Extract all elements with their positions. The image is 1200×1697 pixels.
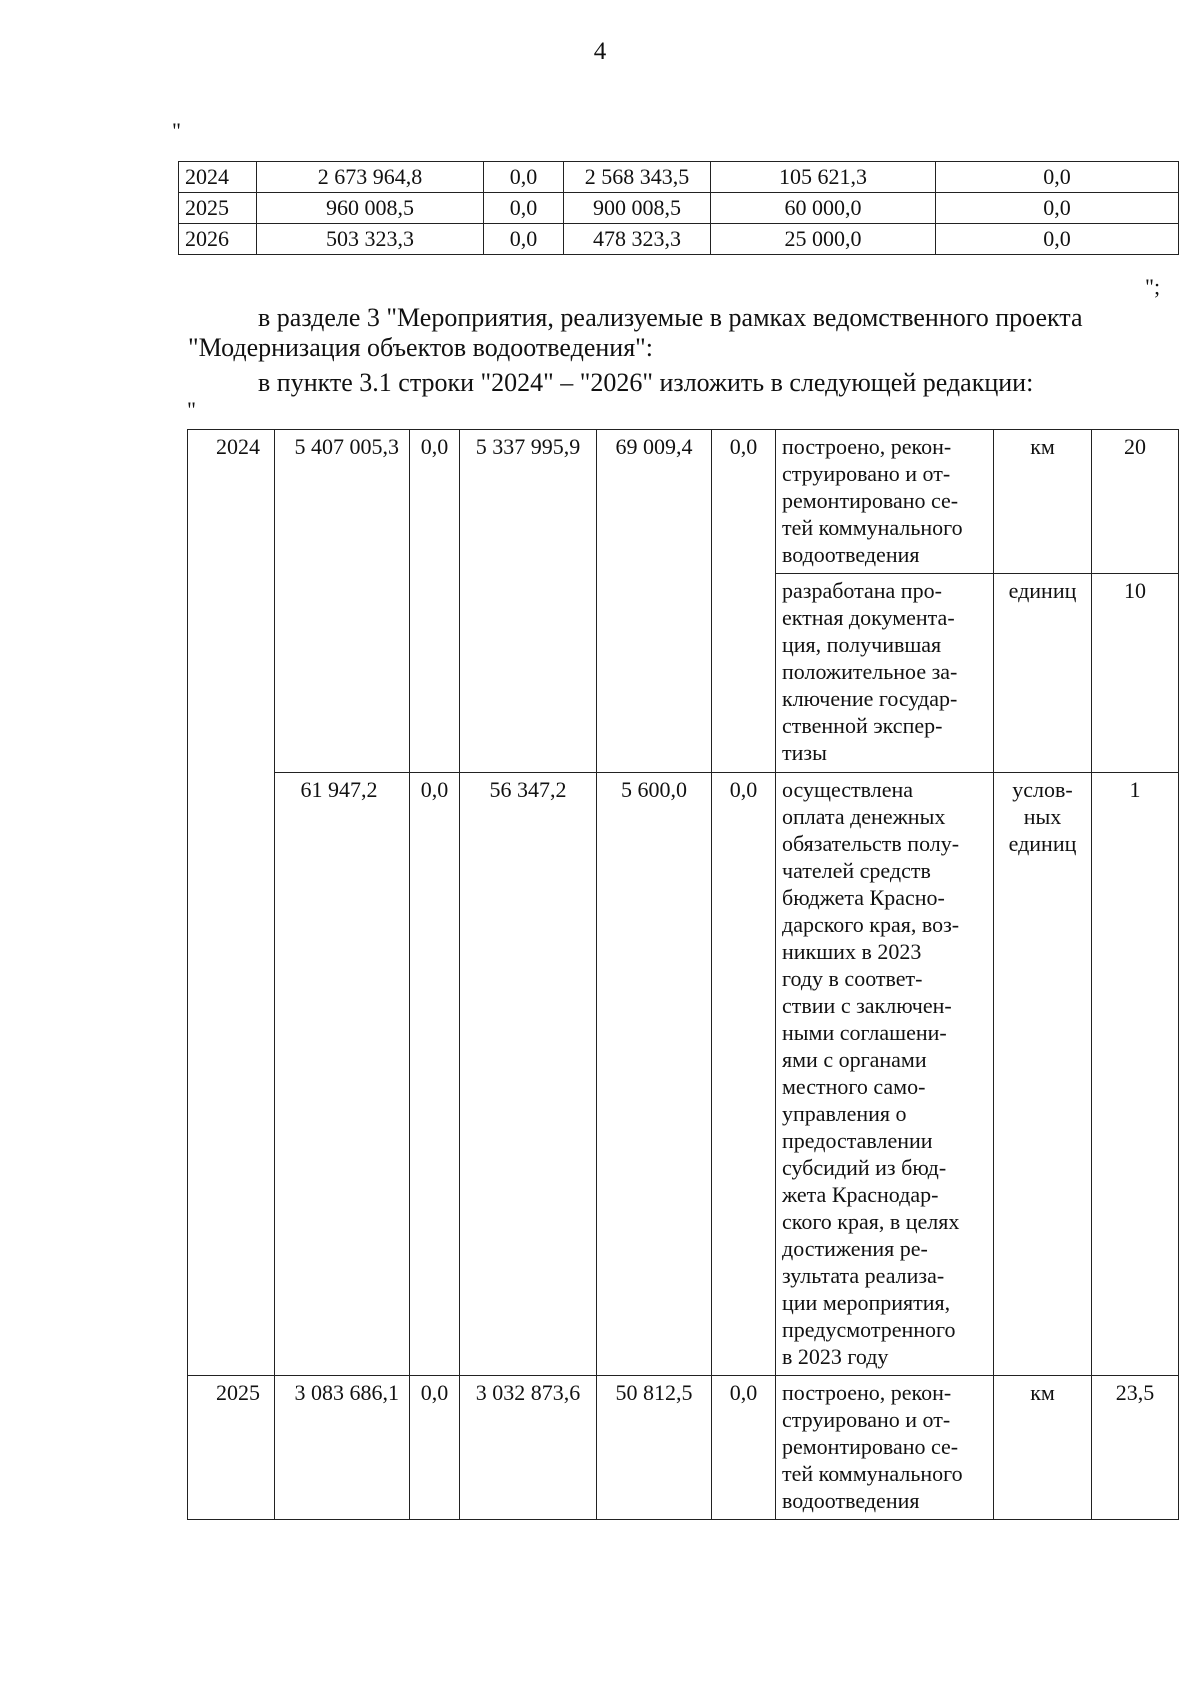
result-description: осуществлена оплата денежных обязательств полу- чателей средств бюджета Красно- дарского края, воз- никших в 2023 году в соответ- ствии с заключен- ными соглашени- ями с органами местного само- управления о предоставлении субсидий из бюд- жета Краснодар- ского края, в целях достижения ре- зультата реализа- ции мероприятия, предусмотренного в 2023 году xyxy=(776,773,994,1376)
total-cell: 5 407 005,3 xyxy=(275,430,410,773)
value-cell: 900 008,5 xyxy=(564,193,711,224)
table-row xyxy=(179,162,1179,193)
target-value-cell: 20 xyxy=(1092,430,1179,574)
total-cell: 61 947,2 xyxy=(275,773,410,1376)
closing-quote: "; xyxy=(1145,274,1161,299)
value-cell: 0,0 xyxy=(410,1376,460,1520)
value-cell: 5 600,0 xyxy=(597,773,712,1376)
value-cell: 69 009,4 xyxy=(597,430,712,773)
page-number: 4 xyxy=(593,38,607,65)
total-cell: 3 083 686,1 xyxy=(275,1376,410,1520)
table-row xyxy=(179,224,1179,255)
unit-cell: услов- ных единиц xyxy=(994,773,1092,1376)
unit-cell: единиц xyxy=(994,574,1092,773)
value-cell: 0,0 xyxy=(712,1376,776,1520)
value-cell: 0,0 xyxy=(484,224,564,255)
table-row xyxy=(188,430,1179,574)
value-cell: 105 621,3 xyxy=(711,162,936,193)
target-value-cell: 23,5 xyxy=(1092,1376,1179,1520)
table-row xyxy=(188,1376,1179,1520)
result-description: построено, рекон- струировано и от- ремонтировано се- тей коммунального водоотведения xyxy=(776,430,994,574)
value-cell: 0,0 xyxy=(712,773,776,1376)
total-cell: 2 673 964,8 xyxy=(257,162,484,193)
value-cell: 478 323,3 xyxy=(564,224,711,255)
value-cell: 0,0 xyxy=(936,193,1179,224)
table-row xyxy=(179,193,1179,224)
value-cell: 0,0 xyxy=(410,773,460,1376)
total-cell: 503 323,3 xyxy=(257,224,484,255)
value-cell: 2 568 343,5 xyxy=(564,162,711,193)
year-cell: 2025 xyxy=(188,1376,275,1520)
year-cell: 2024 xyxy=(188,430,275,1376)
opening-quote-1: " xyxy=(172,118,181,143)
value-cell: 3 032 873,6 xyxy=(460,1376,597,1520)
value-cell: 25 000,0 xyxy=(711,224,936,255)
value-cell: 5 337 995,9 xyxy=(460,430,597,773)
unit-cell: км xyxy=(994,430,1092,574)
paragraph-section3-line1: в разделе 3 "Мероприятия, реализуемые в рамках ведомственного проекта xyxy=(258,303,1083,332)
year-cell: 2024 xyxy=(179,162,257,193)
financing-table xyxy=(178,161,1179,255)
table-row xyxy=(188,773,1179,1376)
value-cell: 0,0 xyxy=(484,193,564,224)
target-value-cell: 1 xyxy=(1092,773,1179,1376)
value-cell: 0,0 xyxy=(936,162,1179,193)
value-cell: 0,0 xyxy=(936,224,1179,255)
value-cell: 56 347,2 xyxy=(460,773,597,1376)
result-description: разработана про- ектная документа- ция, получившая положительное за- ключение государ- ственной экспер- тизы xyxy=(776,574,994,773)
paragraph-point31: в пункте 3.1 строки "2024" – "2026" изложить в следующей редакции: xyxy=(258,368,1034,397)
result-description: построено, рекон- струировано и от- ремонтировано се- тей коммунального водоотведения xyxy=(776,1376,994,1520)
opening-quote-2: " xyxy=(187,397,196,422)
year-cell: 2025 xyxy=(179,193,257,224)
value-cell: 0,0 xyxy=(712,430,776,773)
value-cell: 60 000,0 xyxy=(711,193,936,224)
total-cell: 960 008,5 xyxy=(257,193,484,224)
year-cell: 2026 xyxy=(179,224,257,255)
target-value-cell: 10 xyxy=(1092,574,1179,773)
value-cell: 0,0 xyxy=(410,430,460,773)
unit-cell: км xyxy=(994,1376,1092,1520)
paragraph-section3-line2: "Модернизация объектов водоотведения": xyxy=(188,333,653,362)
value-cell: 50 812,5 xyxy=(597,1376,712,1520)
measures-table xyxy=(187,429,1179,1520)
value-cell: 0,0 xyxy=(484,162,564,193)
